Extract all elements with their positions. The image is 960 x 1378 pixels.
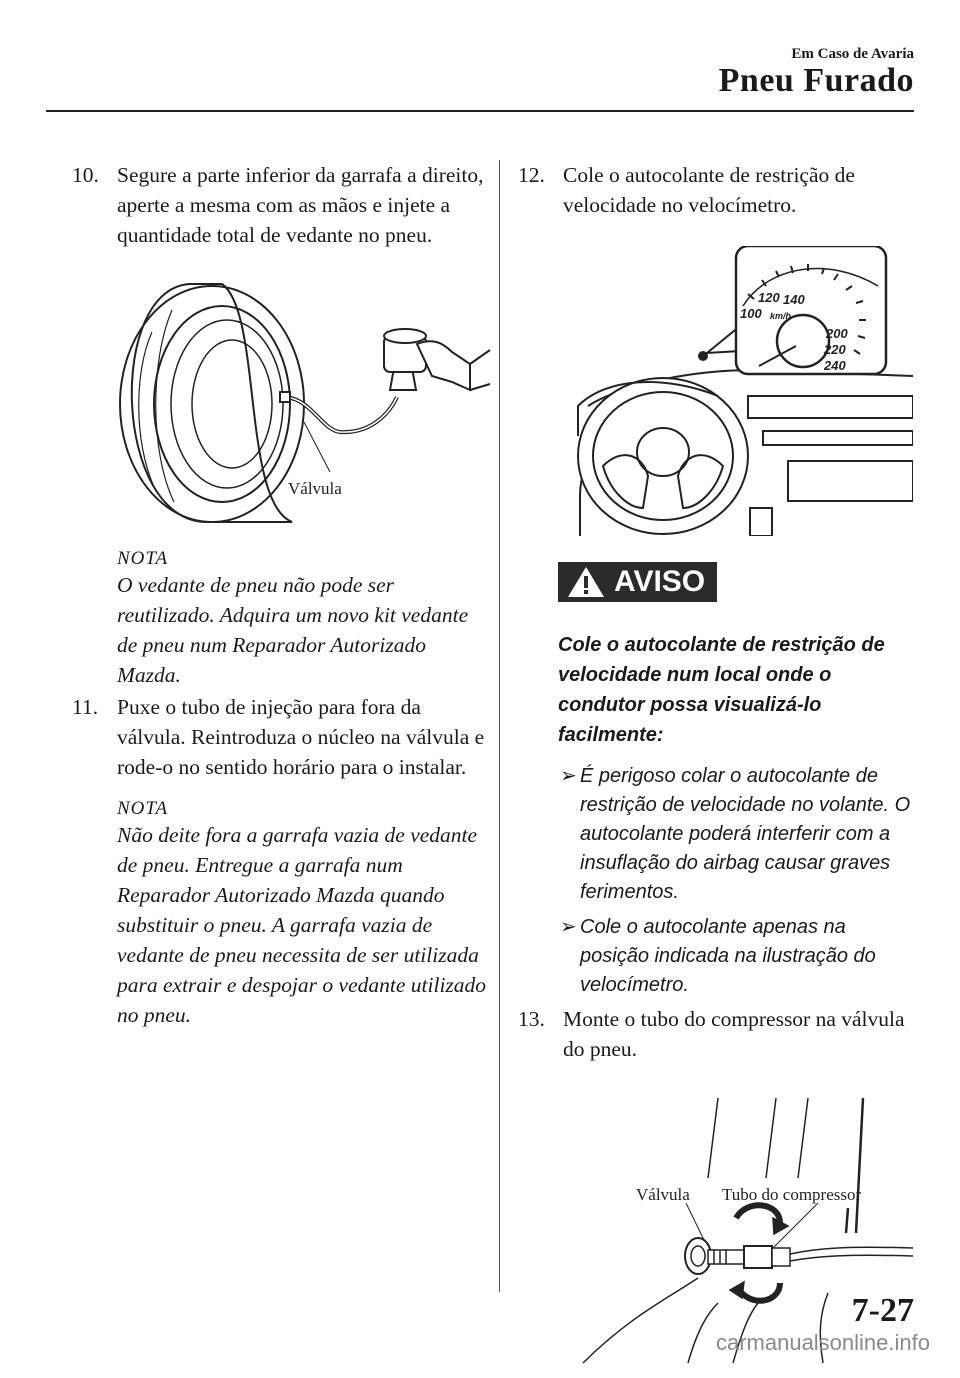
- warning-item: ➢ É perigoso colar o autocolante de restrição de velocidade no volante. O autocolante poderá interferir com a insuflação do airbag causar graves ferimentos.: [518, 762, 913, 907]
- page-title: Pneu Furado: [718, 62, 914, 99]
- valve-label: Válvula: [636, 1185, 690, 1204]
- speed-tick-220: 220: [824, 342, 846, 357]
- speed-tick-140: 140: [783, 292, 805, 307]
- speed-tick-240: 240: [824, 358, 846, 373]
- warning-heading: Cole o autocolante de restrição de velocidade num local onde o condutor possa visualizá-lo facilmente:: [558, 634, 885, 746]
- page-number: 7-27: [851, 1292, 914, 1329]
- compressor-hose-label: Tubo do compressor: [722, 1185, 862, 1204]
- section-title: Em Caso de Avaria: [791, 46, 914, 62]
- speed-tick-120: 120: [758, 290, 780, 305]
- warning-item: ➢ Cole o autocolante apenas na posição indicada na ilustração do velocímetro.: [518, 913, 913, 1000]
- warning-triangle-icon: [566, 565, 606, 599]
- note-text: O vedante de pneu não pode ser reutilizado. Adquira um novo kit vedante de pneu num Reparador Autorizado Mazda.: [117, 573, 469, 687]
- warning-label: AVISO: [614, 565, 706, 598]
- step-11: 11. Puxe o tubo de injeção para fora da válvula. Reintroduza o núcleo na válvula e rode-o no sentido horário para o instalar.: [72, 695, 485, 779]
- column-divider: [499, 160, 500, 1292]
- tire-sealant-illustration: [72, 272, 492, 534]
- speedometer-illustration: [518, 246, 913, 536]
- left-column: [72, 160, 492, 1030]
- step-12: 12. Cole o autocolante de restrição de velocidade no velocímetro.: [518, 163, 855, 217]
- arrow-bullet-icon: ➢: [560, 765, 577, 787]
- warning-badge: [518, 562, 913, 604]
- speed-unit: km/h: [770, 311, 792, 321]
- step-13: 13. Monte o tubo do compressor na válvula do pneu.: [518, 1007, 905, 1061]
- speed-tick-100: 100: [740, 306, 762, 321]
- note-label: NOTA: [117, 798, 169, 819]
- step-10: 10. Segure a parte inferior da garrafa a direito, aperte a mesma com as mãos e injete a quantidade total de vedante no pneu.: [72, 163, 484, 247]
- header-divider: [46, 110, 914, 112]
- right-column: [518, 160, 913, 1373]
- valve-label: Válvula: [288, 479, 342, 498]
- note-label: NOTA: [117, 548, 169, 569]
- speed-tick-200: 200: [826, 326, 848, 341]
- watermark: carmanualsonline.info: [715, 1330, 930, 1355]
- arrow-bullet-icon: ➢: [560, 916, 577, 938]
- note-text: Não deite fora a garrafa vazia de vedante de pneu. Entregue a garrafa num Reparador Autorizado Mazda quando substituir o pneu. A garrafa vazia de vedante de pneu necessita de ser utilizada para extrair e despojar o vedante utilizado no pneu.: [117, 823, 487, 1027]
